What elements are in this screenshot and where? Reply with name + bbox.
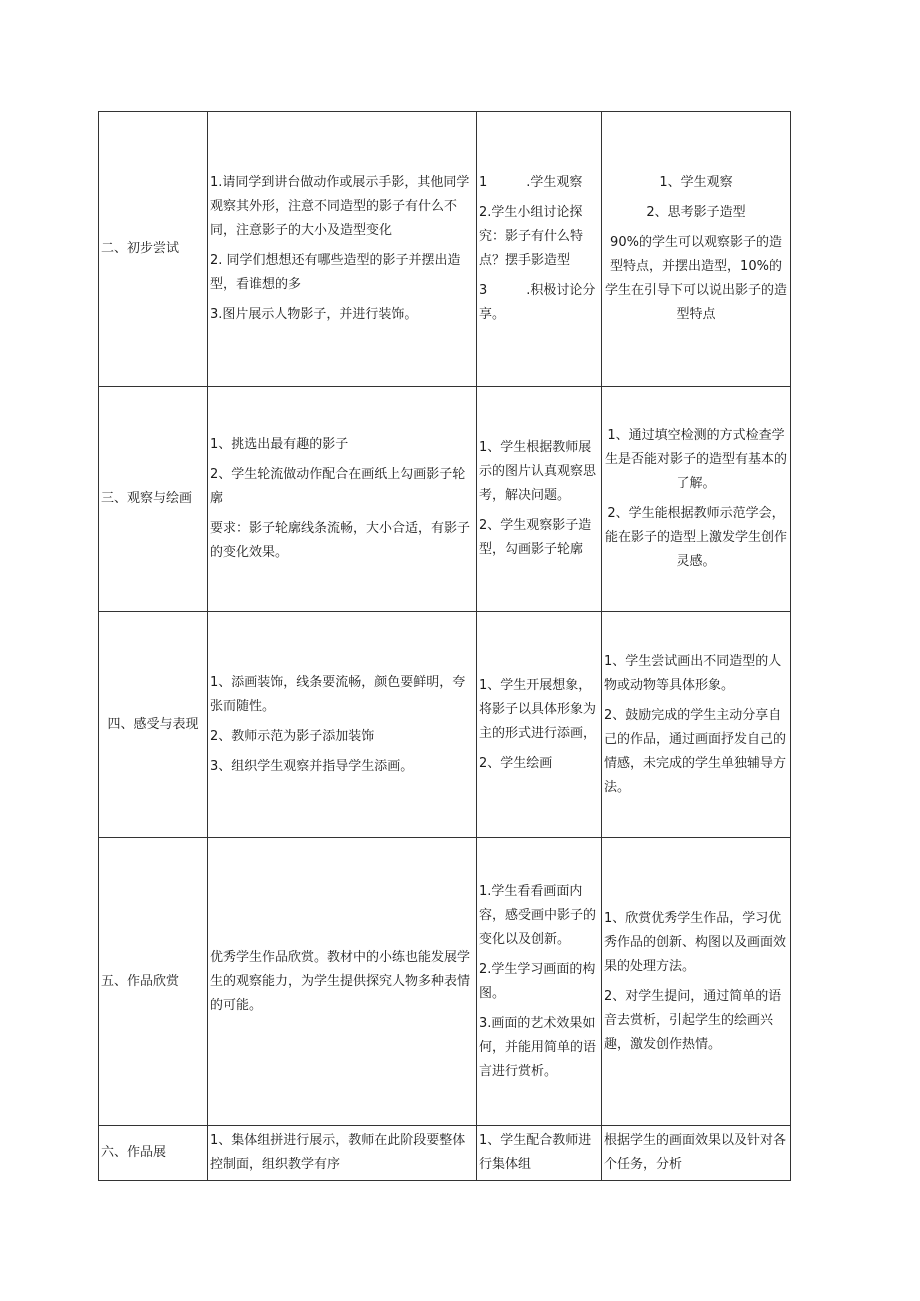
student-activity-cell — [477, 387, 602, 612]
goal-item: 90%的学生可以观察影子的造型特点，并摆出造型，10%的学生在引导下可以说出影子的造型特点 — [604, 235, 787, 322]
stage-cell: 六、作品展 — [99, 1126, 208, 1181]
table-row — [99, 112, 791, 387]
goal-cell — [602, 387, 791, 612]
student-activity-item: 1、学生根据教师展示的图片认真观察思考，解决问题。 — [479, 440, 597, 503]
teacher-activity-cell — [208, 1126, 477, 1181]
teacher-activity-cell — [208, 112, 477, 387]
teacher-activity-item: 3、组织学生观察并指导学生添画。 — [210, 758, 414, 774]
teacher-activity-item: 1、添画装饰，线条要流畅，颜色要鲜明，夸张而随性。 — [210, 674, 466, 714]
student-activity-item: 3.画面的艺术效果如何，并能用简单的语言进行赏析。 — [479, 1015, 597, 1079]
student-activity-cell — [477, 612, 602, 838]
student-activity-item: 1.学生看看画面内容，感受画中影子的变化以及创新。 — [479, 883, 597, 947]
student-activity-item: 2.学生学习画面的构图。 — [479, 961, 596, 1001]
student-activity-cell — [477, 838, 602, 1126]
lesson-plan-table — [98, 111, 791, 1181]
teacher-activity-item: 1、集体组拼进行展示，教师在此阶段要整体控制面，组织教学有序 — [210, 1133, 466, 1172]
goal-item: 1、通过填空检测的方式检查学生是否能对影子的造型有基本的了解。 — [604, 428, 787, 491]
teacher-activity-item: 3.图片展示人物影子，并进行装饰。 — [210, 307, 418, 322]
teacher-activity-cell — [208, 612, 477, 838]
student-activity-item: 2、学生绘画 — [479, 755, 553, 771]
student-activity-item: 2.学生小组讨论探究：影子有什么特点？摆手影造型 — [479, 205, 584, 268]
teacher-activity-item: 2. 同学们想想还有哪些造型的影子并摆出造型，看谁想的多 — [210, 253, 461, 292]
goal-item: 2、对学生提问，通过简单的语音去赏析，引起学生的绘画兴趣，激发创作热情。 — [604, 988, 782, 1052]
teacher-activity-item: 2、学生轮流做动作配合在画纸上勾画影子轮廓 — [210, 467, 466, 506]
student-activity-item: 3 .积极讨论分享。 — [479, 283, 596, 322]
stage-cell: 三、观察与绘画 — [99, 387, 208, 612]
student-activity-item: 1 .学生观察 — [479, 175, 583, 190]
teacher-activity-item: 1、挑选出最有趣的影子 — [210, 437, 349, 452]
teacher-activity-item: 2、教师示范为影子添加装饰 — [210, 728, 375, 744]
table-row — [99, 838, 791, 1126]
goal-item: 1、学生观察 — [659, 175, 733, 190]
teacher-activity-item: 优秀学生作品欣赏。教材中的小练也能发展学生的观察能力，为学生提供探究人物多种表情的可能。 — [210, 949, 471, 1013]
teacher-activity-item: 要求：影子轮廓线条流畅，大小合适，有影子的变化效果。 — [210, 521, 471, 560]
student-activity-cell — [477, 112, 602, 387]
goal-cell — [602, 1126, 791, 1181]
stage-cell: 四、感受与表现 — [99, 612, 208, 838]
goal-item: 1、学生尝试画出不同造型的人物或动物等具体形象。 — [604, 653, 782, 693]
goal-cell — [602, 112, 791, 387]
table-row — [99, 387, 791, 612]
goal-item: 2、思考影子造型 — [646, 205, 746, 220]
teacher-activity-cell — [208, 838, 477, 1126]
student-activity-item: 1、学生开展想象，将影子以具体形象为主的形式进行添画， — [479, 677, 597, 741]
student-activity-cell — [477, 1126, 602, 1181]
teacher-activity-item: 1.请同学到讲台做动作或展示手影，其他同学观察其外形，注意不同造型的影子有什么不同，注意影子的大小及造型变化 — [210, 175, 470, 238]
table-row — [99, 1126, 791, 1181]
teacher-activity-cell — [208, 387, 477, 612]
goal-item: 1、欣赏优秀学生作品，学习优秀作品的创新、构图以及画面效果的处理方法。 — [604, 910, 787, 974]
stage-cell: 二、初步尝试 — [99, 112, 208, 387]
goal-item: 根据学生的画面效果以及针对各个任务，分析 — [604, 1133, 787, 1172]
student-activity-item: 1、学生配合教师进行集体组 — [479, 1133, 592, 1172]
goal-cell — [602, 838, 791, 1126]
student-activity-item: 2、学生观察影子造型，勾画影子轮廓 — [479, 518, 592, 557]
goal-item: 2、学生能根据教师示范学会，能在影子的造型上激发学生创作灵感。 — [604, 506, 787, 569]
stage-cell: 五、作品欣赏 — [99, 838, 208, 1126]
table-row — [99, 612, 791, 838]
goal-item: 2、鼓励完成的学生主动分享自己的作品，通过画面抒发自己的情感，未完成的学生单独辅导方法。 — [604, 707, 787, 795]
goal-cell — [602, 612, 791, 838]
